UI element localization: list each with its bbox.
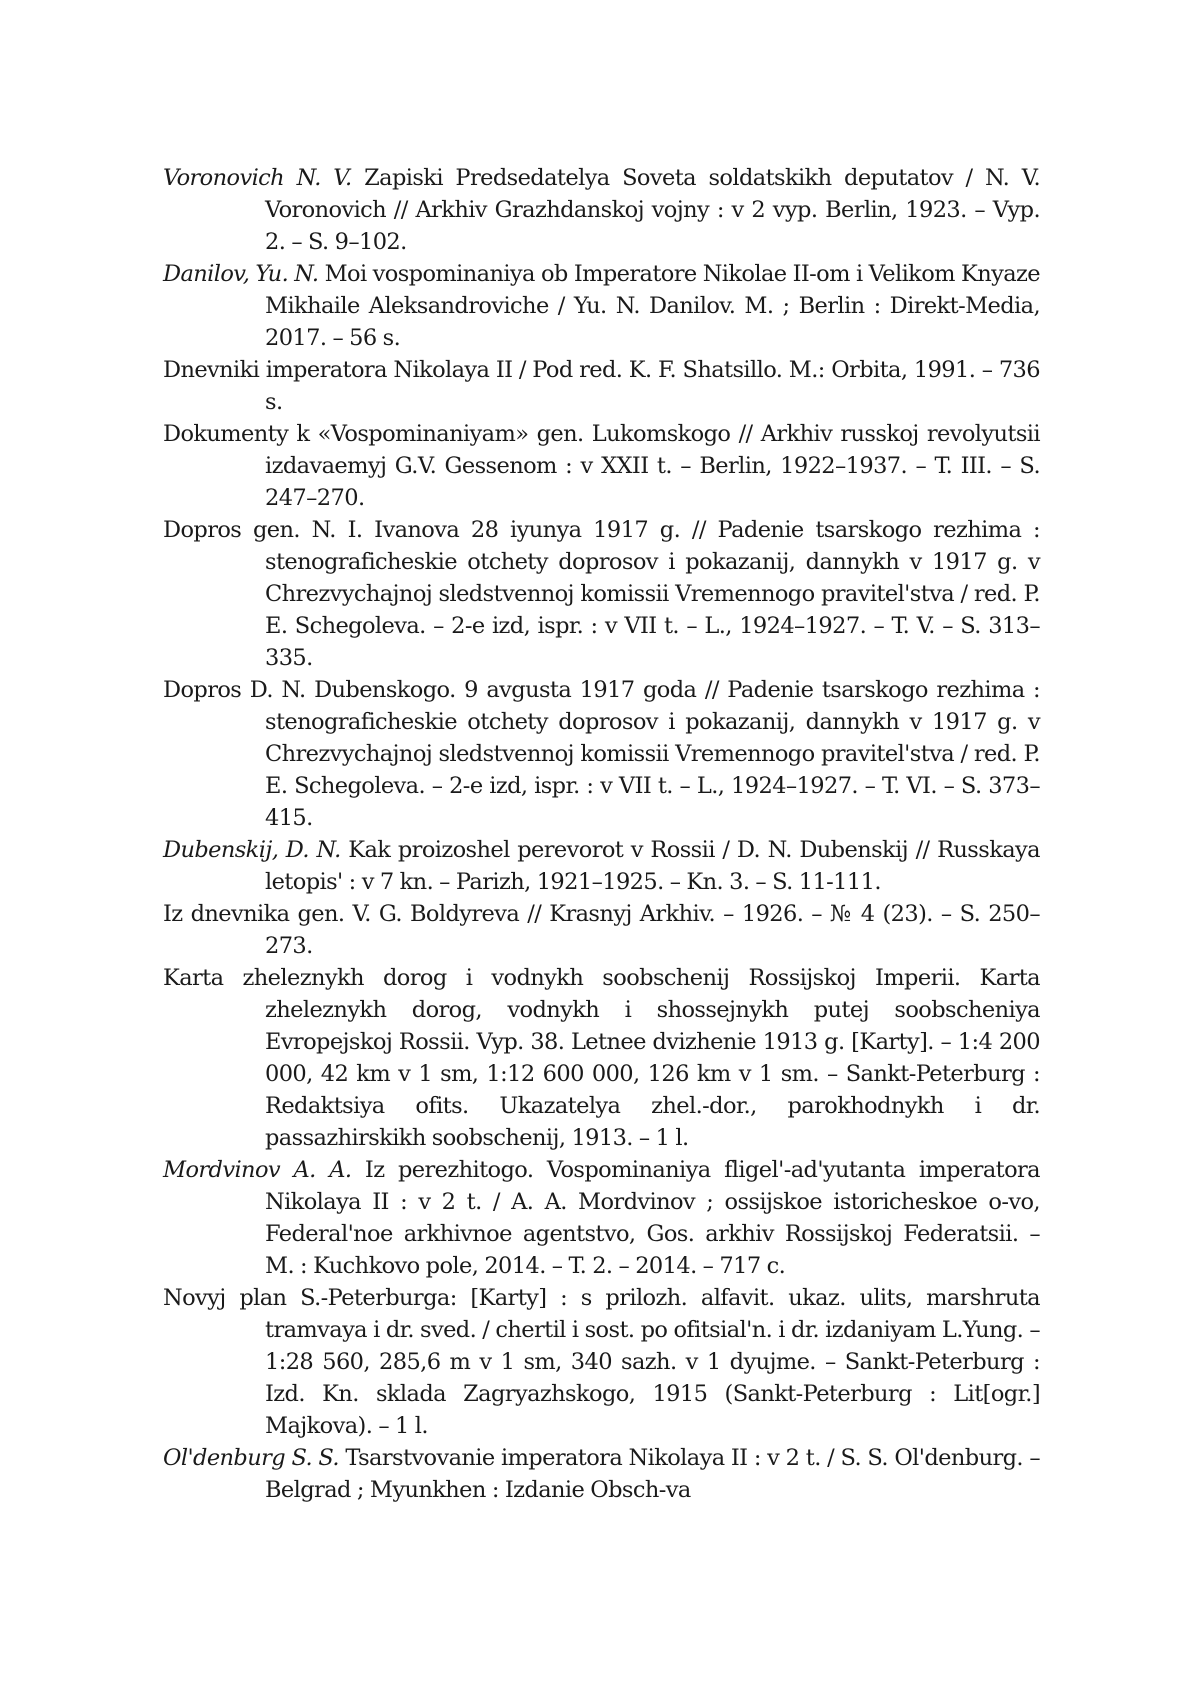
entry-text: Karta zheleznykh dorog i vodnykh soobschenij Rossijskoj Imperii. Karta zheleznykh dorog, vodnykh i shossejnykh putej soobscheniya Evropejskoj Rossii. Vyp. 38. Letnee dvizhenie 1913 g. [Karty]. – 1:4 200 000, 42 km v 1 sm, 1:12 600 000, 126 km v 1 sm. – Sankt-Peterburg : Redaktsiya ofits. Ukazatelya zhel.-dor., parokhodnykh i dr. passazhirskikh soobschenij, 1913. – 1 l.: [163, 965, 1040, 1151]
document-page: [0, 0, 1200, 1703]
bibliography-entry: [163, 258, 1040, 354]
bibliography-entry: [163, 962, 1040, 1154]
entry-text: Tsarstvovanie imperatora Nikolaya II : v 2 t. / S. S. Ol'denburg. – Belgrad ; Myunkhen : Izdanie Obsch-va: [265, 1445, 1040, 1503]
entry-text: Dnevniki imperatora Nikolaya II / Pod red. K. F. Shatsillo. M.: Orbita, 1991. – 736 s.: [163, 357, 1040, 415]
entry-author: Voronovich N. V.: [163, 165, 352, 191]
entry-text: Iz perezhitogo. Vospominaniya fligel'-ad'yutanta imperatora Nikolaya II : v 2 t. / A. A. Mordvinov ; ossijskoe istoricheskoe o-vo, Federal'noe arkhivnoe agentstvo, Gos. arkhiv Rossijskoj Federatsii. – M. : Kuchkovo pole, 2014. – T. 2. – 2014. – 717 c.: [265, 1157, 1040, 1279]
entry-author: Dubenskij, D. N.: [163, 837, 341, 863]
entry-text: Dopros gen. N. I. Ivanova 28 iyunya 1917 g. // Padenie tsarskogo rezhima : stenograficheskie otchety doprosov i pokazanij, dannykh v 1917 g. v Chrezvychajnoj sledstvennoj komissii Vremennogo pravitel'stva / red. P. E. Schegoleva. – 2-e izd, ispr. : v VII t. – L., 1924–1927. – T. V. – S. 313–335.: [163, 517, 1040, 671]
entry-author: Danilov, Yu. N.: [163, 261, 318, 287]
bibliography-entry: [163, 834, 1040, 898]
bibliography-entry: [163, 674, 1040, 834]
entry-text: Dokumenty k «Vospominaniyam» gen. Lukomskogo // Arkhiv russkoj revolyutsii izdavaemyj G.V. Gessenom : v XXII t. – Berlin, 1922–1937. – T. III. – S. 247–270.: [163, 421, 1040, 511]
entry-author: Mordvinov A. A.: [163, 1157, 351, 1183]
bibliography-entry: [163, 1282, 1040, 1442]
entry-text: Kak proizoshel perevorot v Rossii / D. N. Dubenskij // Russkaya letopis' : v 7 kn. – Parizh, 1921–1925. – Kn. 3. – S. 11-111.: [265, 837, 1040, 895]
bibliography-entry: [163, 514, 1040, 674]
entry-text: Moi vospominaniya ob Imperatore Nikolae II-om i Velikom Knyaze Mikhaile Aleksandroviche / Yu. N. Danilov. M. ; Berlin : Direkt-Media, 2017. – 56 s.: [265, 261, 1040, 351]
bibliography-entry: [163, 418, 1040, 514]
entry-text: Iz dnevnika gen. V. G. Boldyreva // Krasnyj Arkhiv. – 1926. – № 4 (23). – S. 250–273.: [163, 901, 1040, 959]
entry-text: Zapiski Predsedatelya Soveta soldatskikh deputatov / N. V. Voronovich // Arkhiv Grazhdanskoj vojny : v 2 vyp. Berlin, 1923. – Vyp. 2. – S. 9–102.: [265, 165, 1040, 255]
bibliography-entry: [163, 162, 1040, 258]
bibliography-entry: [163, 354, 1040, 418]
bibliography-entry: [163, 1442, 1040, 1506]
bibliography-entry: [163, 898, 1040, 962]
bibliography-entry: [163, 1154, 1040, 1282]
entry-text: Novyj plan S.-Peterburga: [Karty] : s prilozh. alfavit. ukaz. ulits, marshruta tramvaya i dr. sved. / chertil i sost. po ofitsial'n. i dr. izdaniyam L.Yung. – 1:28 560, 285,6 m v 1 sm, 340 sazh. v 1 dyujme. – Sankt-Peterburg : Izd. Kn. sklada Zagryazhskogo, 1915 (Sankt-Peterburg : Lit[ogr.] Majkova). – 1 l.: [163, 1285, 1040, 1439]
entry-text: Dopros D. N. Dubenskogo. 9 avgusta 1917 goda // Padenie tsarskogo rezhima : stenograficheskie otchety doprosov i pokazanij, dannykh v 1917 g. v Chrezvychajnoj sledstvennoj komissii Vremennogo pravitel'stva / red. P. E. Schegoleva. – 2-e izd, ispr. : v VII t. – L., 1924–1927. – T. VI. – S. 373–415.: [163, 677, 1040, 831]
bibliography-list: [163, 162, 1040, 1506]
entry-author: Ol'denburg S. S.: [163, 1445, 339, 1471]
